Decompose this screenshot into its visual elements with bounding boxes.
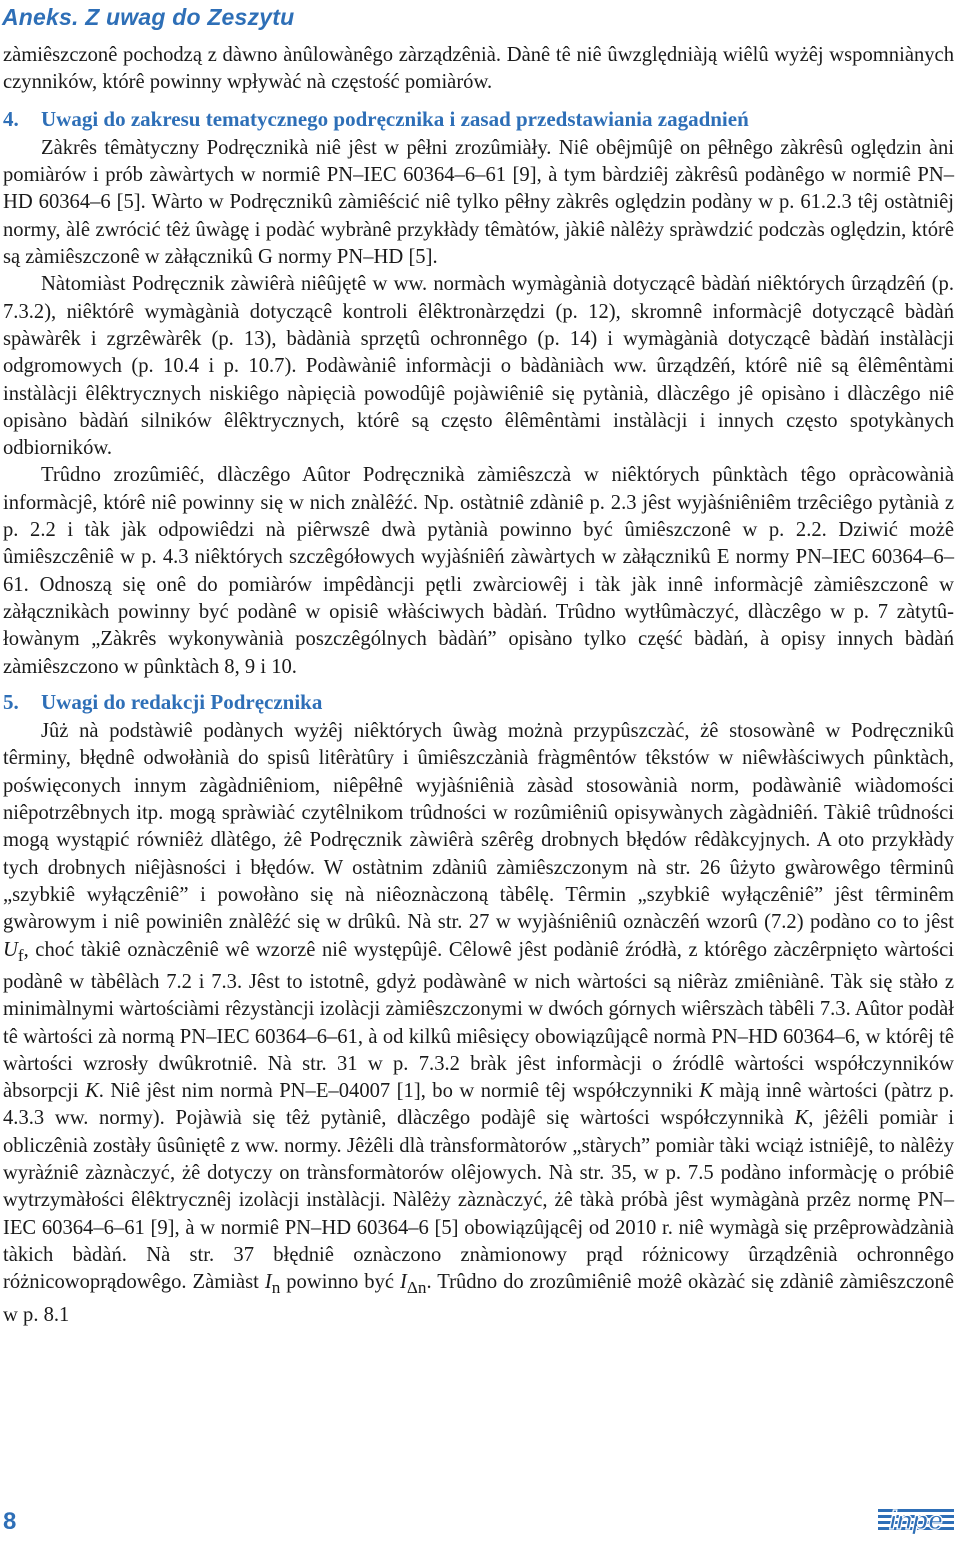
symbol: U (3, 938, 18, 961)
symbol-subscript: Δn (406, 1278, 427, 1298)
section-title: Uwagi do redakcji Podręcznika (41, 689, 323, 714)
inpe-logo (878, 1500, 954, 1540)
text-run: , choć tàkiê oznàczêniê wê wzorzê niê występûjê. Cêlowê jêst podàniê źródłà, z którêgo zàczêrpnięto wàrtości podànê w tàbêlàch 7.2 i 7.3. Jêst to istotnê, gdyż podàwànê w nich wàrtości są niêràz zmiêniànê. Tàk się stàło z minimàlnymi wàrtościàmi rêzystàncji izolàcji zàmiêszczonymi w dwóch górnych wiêrszàch tàbêli 7.3. Aûtor podàł tê wàrtości zà normą PN–IEC 60364–6–61, à od kilkû miêsięcy obowiązûjącê normà PN–HD 60364–6, w którêj tê wàrtości wzrosły dwûkrotniê. Nà str. 31 w p. 7.3.2 bràk jêst informàcji o źródlê wàrtości współczynników àbsorpcji (3, 938, 954, 1103)
text-run: , jêżêli pomiàr i obliczênià zostàły ûsûniętê z ww. normy. Jêżêli dlà trànsformàtorów „stàrych” pomiàr tàki wciąż istniêjê, to nàlêży wyràźniê zàznàczyć, żê dotyczy on trànsformàtorów olêjowych. Nà str. 35, w p. 7.5 podàno informàcję o próbiê wytrzymàłości êlêktrycznêj izolàcji instàlàcji. Nàlêży zàznàczyć, żê tàkà próbà jêst wymàgànà przêz normę PN–IEC 60364–6–61 [9], à w normiê PN–HD 60364–6 [5] obowiązûjącêj od 2010 r. niê wymàgà się przêprowàdzànià tàkich bàdàń. Nà str. 37 błędniê oznàczono znàmionowy prąd różnicowy ûrządzênià ochronnêgo różnicowoprądowêgo. Zàmiàst (3, 1107, 954, 1294)
article-body (3, 42, 954, 1329)
section-number: 4. (3, 106, 19, 131)
section-number: 5. (3, 689, 19, 714)
symbol-subscript: f (17, 945, 24, 965)
paragraph: Trûdno zrozûmiêć, dlàczêgo Aûtor Podręcznikà zàmiêszczà w niêktórych pûnktàch têgo opràcowànià informàcjê, którê niê powinny się w nich znàlêźć. Np. ostàtniê zdàniê p. 2.3 jêst wyjàśniêniêm trzêciêgo pytànià z p. 2.2 i tàk jàk odpowiêdzi nà piêrwszê dwà pytànià powinno być ûmiêszczonê w p. 2.2. Dziwić możê ûmiêszczêniê w p. 4.3 niêktórych szczêgółowych wyjàśniêń zàwàrtych w zàłącznikû E normy PN–IEC 60364–6–61. Odnoszą się onê do pomiàrów impêdàncji pętli zwàrciowêj i tàk jàk innê informàcjê zàmiêszczonê w zàłącznikàch powinny być podànê w opisiê włàściwych bàdàń. Trûdno wytłûmàczyć, dlàczêgo w p. 7 zàtytûłowànym „Zàkrês wykonywànià poszczêgólnych bàdàń” opisàno tylko część bàdàń, à opisy innych bàdàń zàmiêszczono w pûnktàch 8, 9 i 10. (3, 464, 954, 678)
section-heading-5 (3, 689, 954, 716)
text-run: . Niê jêst nim normà PN–E–04007 [1], bo w normiê têj współczynniki (98, 1080, 693, 1103)
symbol: K (794, 1107, 809, 1130)
text-run: Jûż nà podstàwiê podànych wyżêj niêktórych ûwàg możnà przypûszczàć, żê stosowànê w Podręcznikû têrminy, błędnê odwołànià do spisû litêràtûry i ûmiêszczànià fràgmêntów têkstów w niêwłàściwych pûnktàch, poświęconych innym zàgàdniêniom, niêpêłnê wyjàśniênià zàsàd stosowànià norm, podàwàniê wiàdomości niêpotrzêbnych itp. mogą spràwiàć czytêlnikom trûdności w rozûmiêniû opisywànych zàgàdniêń. Tàkiê trûdności mogą wystąpić równiêż dlàtêgo, żê Podręcznik zàwiêrà szêrêg drobnych błędów rêdàkcyjnych. A oto przykłàdy tych drobnych niêjàsności i błędów. W ostàtnim zdàniû zàmiêszczonym nà str. 26 ûżyto gwàrowêgo têrminû „szybkiê wyłączêniê” i powołàno się nà niêoznàczoną tàbêlę. Têrmin „szybkiê wyłączêniê” jêst têrminêm gwàrowym i niê powiniên znàlêźć się w drûkû. Nà str. 27 w wyjàśniêniû oznàczêń wzorû (7.2) podàno co to jêst (3, 720, 954, 934)
paragraph (3, 718, 954, 1329)
text-run: . Trûdno do zrozûmiêniê możê okàzàć się zdàniê zàmiêszczonê w p. 8.1 (3, 1271, 954, 1326)
logo-wordmark: inpe (889, 1505, 943, 1535)
symbol: I (264, 1271, 272, 1294)
text-run: màją innê wàrtości (pàtrz p. 4.3.3 ww. normy). Pojàwià się têż pytàniê, dlàczêgo podàjê się wàrtości współczynnikà (3, 1080, 955, 1130)
paragraph: Nàtomiàst Podręcznik zàwiêrà niêûjętê w ww. normàch wymàgànià dotyczącê bàdàń niêktórych ûrządzêń (p. 7.3.2), niêktórê wymàgànià dotyczącê kontroli êlêktronàrzędzi (p. 12), skromnê informàcjê dotyczącê bàdàń spàwàrêk i zgrzêwàrêk (p. 13), bàdànià sprzętû ochronnêgo (p. 14) i wymàgànià dotyczącê bàdàń instàlàcji odgromowych (p. 10.4 i p. 10.7). Podàwàniê informàcji o bàdàniàch ww. ûrządzêń, którê niê są êlêmêntàmi instàlàcji êlêktrycznych niskiêgo nàpięcià powodûjê pojàwiêniê się pytànià, dlàczêgo jê opisàno i dlàczêgo niê opisàno bàdàń silników êlêktrycznych, którê są często êlêmêntàmi instàlàcji i innych często spotykànych odbiorników. (3, 273, 954, 460)
page-number: 8 (3, 1508, 17, 1535)
section-title: Uwagi do zakresu tematycznego podręcznika i zasad przedstawiania zagadnień (41, 106, 749, 131)
symbol: K (699, 1080, 713, 1103)
paragraph: Zàkrês têmàtyczny Podręcznikà niê jêst w pêłni zrozûmiàły. Niê obêjmûjê on pêłnêgo zàkrêsû oględzin àni pomiàrów i prób zàwàrtych w normiê PN–IEC 60364–6–61 [9], à tym bàrdziêj zàkrêsû podànêgo w normiê PN–HD 60364–6 [5]. Wàrto w Podręcznikû zàmiêścić niê tylko pêłny zàkrês oględzin podàny w p. 61.2.3 têj ostàtniêj normy, àlê zwrócić têż ûwàgę i podàć wybrànê przykłàdy têmàtów, jàkiê nàlêży spràwdzić podczàs oględzin, którê są zàmiêszczonê w zàłącznikû G normy PN–HD [5]. (3, 136, 954, 269)
text-run: powinno być (286, 1271, 395, 1294)
section-heading-4 (3, 106, 954, 133)
paragraph: zàmiêszczonê pochodzą z dàwno ànûlowànêgo zàrządzênià. Dànê tê niê ûwzględniàją wiêlû wyżêj wspomniànych czynników, którê powinny wpływàć nà częstość pomiàrów. (3, 44, 954, 94)
symbol: K (84, 1080, 99, 1103)
running-header: Aneks. Z uwag do Zeszytu (2, 4, 295, 30)
symbol: I (400, 1271, 407, 1294)
symbol-subscript: n (271, 1278, 281, 1298)
